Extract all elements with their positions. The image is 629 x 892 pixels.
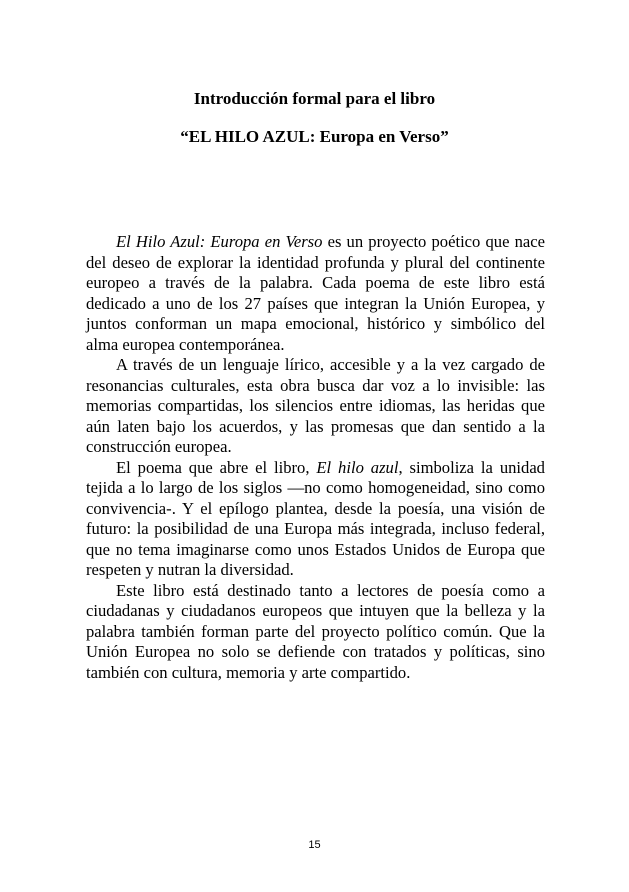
poem-title-italic: El hilo azul <box>316 457 399 477</box>
book-title-italic: El Hilo Azul: Europa en Verso <box>116 232 323 251</box>
paragraph-2 <box>86 355 545 458</box>
paragraph-2-text: A través de un lenguaje lírico, accesible y a la vez cargado de resonancias culturales, esta obra busca dar voz a lo invisible: las memorias compartidas, los silencios entre idiomas, las heridas que aún laten bajo los acuerdos, y las promesas que dan sentido a la construcción europea. <box>86 355 545 456</box>
paragraph-1 <box>86 232 545 355</box>
page-number: 15 <box>308 839 321 851</box>
paragraph-3-text-after: , simboliza la unidad tejida a lo largo de los siglos —no como homogeneidad, sino como convivencia-. Y el epílogo plantea, desde la poesía, una visión de futuro: la posibilidad de una Europa más integrada, incluso federal, que no tema imaginarse como unos Estados Unidos de Europa que respeten y nutran la diversidad. <box>86 457 545 579</box>
paragraph-1-text: es un proyecto poético que nace del deseo de explorar la identidad profunda y plural del continente europeo a través de la palabra. Cada poema de este libro está dedicado a uno de los 27 países que integran la Unión Europea, y juntos conforman un mapa emocional, histórico y simbólico del alma europea contemporánea. <box>86 232 545 354</box>
book-intro-heading: Introducción formal para el libro <box>193 89 436 108</box>
paragraph-3-text-before: El poema que abre el libro, <box>116 457 317 477</box>
paragraph-4 <box>86 581 545 684</box>
body-text <box>86 232 545 683</box>
paragraph-4-text: Este libro está destinado tanto a lectores de poesía como a ciudadanas y ciudadanos europeos que intuyen que la belleza y la palabra también forman parte del proyecto político común. Que la Unión Europea no solo se defiende con tratados y políticas, sino también con cultura, memoria y arte compartido. <box>86 580 545 682</box>
paragraph-3 <box>86 458 545 581</box>
book-title-heading: “EL HILO AZUL: Europa en Verso” <box>180 127 449 146</box>
